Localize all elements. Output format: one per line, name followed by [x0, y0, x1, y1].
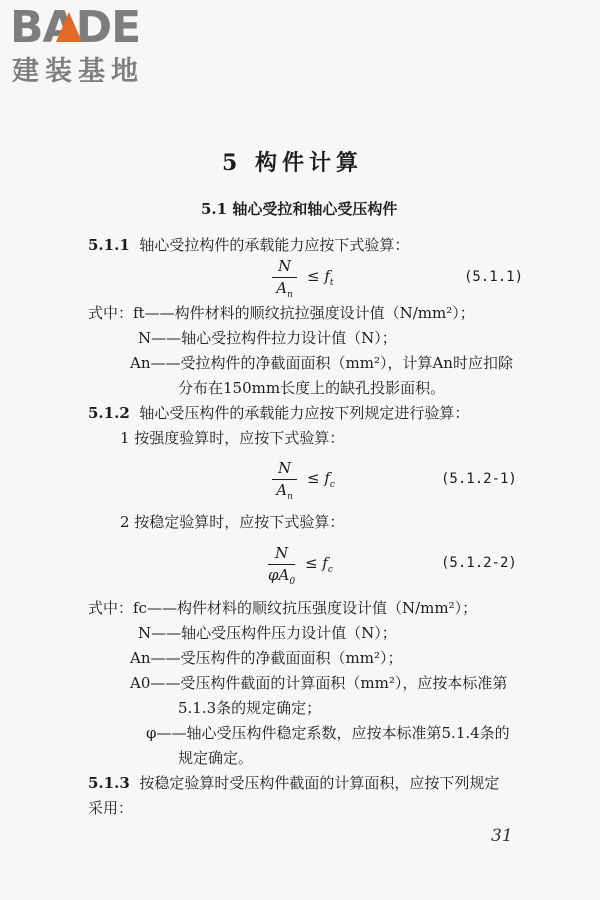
chapter-title: 5 构件计算 — [222, 150, 363, 176]
definition-line: N——轴心受压构件压力设计值（N）； — [138, 624, 397, 642]
definition-line: φ——轴心受压构件稳定系数，应按本标准第5.1.4条的 — [146, 724, 510, 742]
logo-triangle-icon — [56, 12, 82, 42]
definition-line: 分布在150mm长度上的缺孔投影面积。 — [178, 379, 446, 397]
definition-line: An——受压构件的净截面面积（mm²）； — [130, 649, 403, 667]
equation-number: (5.1.1) — [464, 269, 524, 285]
fraction: $\frac{N}{\varphi A_0}$ — [268, 544, 296, 587]
clause-5-1-3 — [88, 772, 499, 794]
clause-text: 轴心受压构件的承载能力应按下列规定进行验算： — [139, 404, 470, 422]
item-2: 2 按稳定验算时，应按下式验算： — [120, 513, 345, 531]
clause-5-1-1 — [88, 234, 409, 256]
section-title: 5.1 轴心受拉和轴心受压构件 — [201, 200, 398, 218]
logo-wordmark: BADE — [10, 2, 141, 53]
fraction: $\frac{N}{A_n}$ — [272, 258, 297, 304]
definition-line: 规定确定。 — [178, 749, 254, 767]
clause-text: 轴心受拉构件的承载能力应按下式验算： — [139, 236, 410, 254]
definition-line: N——轴心受拉构件拉力设计值（N）； — [138, 329, 397, 347]
bade-logo — [10, 4, 180, 94]
definition-line: An——受拉构件的净截面面积（mm²），计算An时应扣除 — [130, 354, 513, 372]
formula-5-1-1: $\frac{N}{A_n}$ ≤ $f_t$ — [272, 258, 334, 304]
logo-subtitle: 建装基地 — [12, 56, 144, 87]
clause-text: 按稳定验算时受压构件截面的计算面积，应按下列规定 — [139, 774, 500, 792]
definition-line: 5.1.3条的规定确定； — [178, 699, 322, 717]
clause-number: 5.1.3 — [88, 774, 130, 792]
clause-number: 5.1.1 — [88, 236, 130, 254]
clause-number: 5.1.2 — [88, 404, 130, 422]
page-number: 31 — [491, 826, 513, 846]
clause-5-1-2 — [88, 402, 469, 424]
definition-line: A0——受压构件截面的计算面积（mm²），应按本标准第 — [130, 674, 508, 692]
fraction: $\frac{N}{A_n}$ — [272, 460, 297, 506]
definition-line: 式中：fc——构件材料的顺纹抗压强度设计值（N/mm²）； — [88, 599, 478, 617]
item-1: 1 按强度验算时，应按下式验算： — [120, 429, 345, 447]
equation-number: (5.1.2-1) — [441, 471, 517, 487]
clause-text-continued: 采用： — [88, 799, 134, 817]
definition-line: 式中：ft——构件材料的顺纹抗拉强度设计值（N/mm²）； — [88, 304, 475, 322]
formula-5-1-2-1: $\frac{N}{A_n}$ ≤ $f_c$ — [272, 460, 335, 506]
equation-number: (5.1.2-2) — [441, 555, 517, 571]
formula-5-1-2-2: $\frac{N}{\varphi A_0}$ ≤ $f_c$ — [268, 545, 333, 591]
